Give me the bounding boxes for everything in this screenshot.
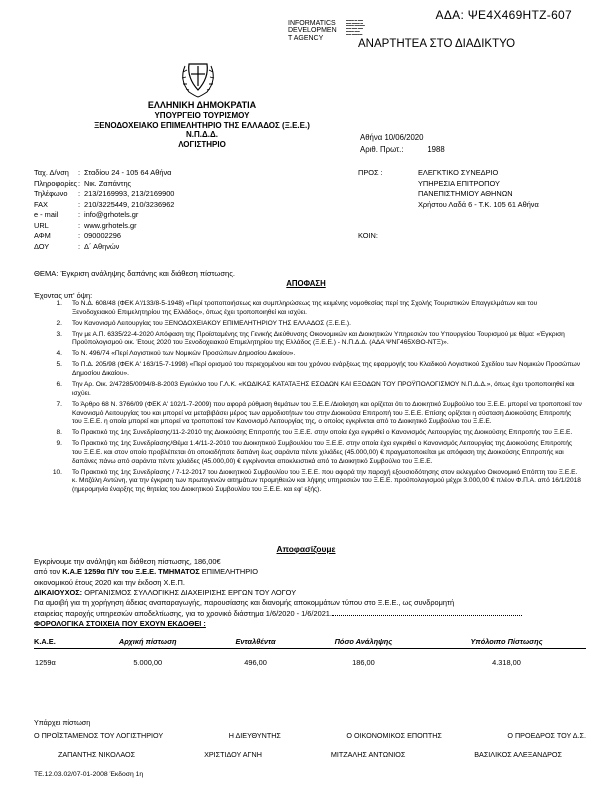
decision-title: ΑΠΟΦΑΣΗ [286,279,326,288]
col-header: Κ.Α.Ε. [34,637,84,649]
ada-code: ΑΔΑ: ΨΕ4Χ469ΗΤΖ-607 [435,8,572,22]
resolution-title: Αποφασίζουμε [276,544,336,554]
beneficiary-line [34,588,586,598]
contact-value: info@grhotels.gr [84,210,139,220]
budget-code-line [34,567,586,577]
cc-label: ΚΟΙΝ: [358,231,378,241]
date-block [360,132,445,155]
period-line [34,609,586,619]
list-item [34,361,582,378]
contact-value: 090002296 [84,231,121,241]
contact-label: Ταχ. Δ/νση [34,168,69,177]
recipient-row [358,200,539,211]
item-text: Το Πρακτικό της 1ης Συνεδρίασης/Θέμα 1.4/11-2-2010 του Διοικητικού Συμβουλίου του Ξ.Ε.Ε. στην οποία έχει εγκριθεί ο Κανονισμός Λειτουργίας της Διοικούσης Επιτροπής του Ξ.Ε.Ε. και στον οποίο προβλέπεται ότι οποιαδήποτε δαπάνη έως σαράντα πέντε χιλιάδες (45.000,00) € πραγματοποιείται με απόφαση της Διοικούσης Επιτροπής και δαπάνες πάνω από σαράντα πέντε χιλιάδες (45.000,00) € εγκρίνονται αποκλειστικά από το Διοικητικό Συμβούλιο του Ξ.Ε.Ε. [72,440,573,465]
signatory-roles [34,731,586,740]
list-item [34,401,582,427]
budget-table [34,637,586,668]
contact-value: Νικ. Ζαπάντης [84,178,132,188]
republic-title: ΕΛΛΗΝΙΚΗ ΔΗΜΟΚΡΑΤΙΑ [147,100,257,110]
contact-label: e - mail [34,210,59,220]
col-header: Υπόλοιπο Πίστωσης [427,637,586,649]
budget-suffix: ΕΠΙΜΕΛΗΤΗΡΙΟ [199,567,258,577]
table-cell: 1259α [35,658,56,667]
contact-row: ΔΟΥ : Δ΄ Αθηνών [34,241,120,251]
contact-row: URL : www.grhotels.gr [34,220,137,230]
item-text: Την Αρ. Οικ. 2/47285/0094/8-8-2003 Εγκύκλιο του Γ.Λ.Κ. «ΚΩΔΙΚΑΣ ΚΑΤΑΤΑΞΗΣ ΕΣΟΔΩΝ ΚΑΙ ΕΞΟΔΩΝ ΤΟΥ ΠΡΟΫΠΟΛΟΓΙΣΜΟΥ Ν.Π.Δ.Δ.», όπως έχει τροποποιηθεί και ισχύει. [72,381,575,397]
item-number: 7. [56,400,62,408]
item-text: Το Ν. 496/74 «Περί Λογιστικού των Νομικών Προσώπων Δημοσίου Δικαίου». [72,350,296,358]
considerations-list [34,300,582,497]
to-label: ΠΡΟΣ : [358,168,383,177]
list-item [34,300,582,317]
contact-row: ΑΦΜ : 090002296 [34,231,121,241]
item-number: 9. [56,440,62,448]
contact-value: 213/2169993, 213/2169900 [84,189,175,199]
contact-row: FAX : 210/3225449, 210/3236962 [34,199,175,209]
chamber-title: ΞΕΝΟΔΟΧΕΙΑΚΟ ΕΠΙΜΕΛΗΤΗΡΙΟ ΤΗΣ ΕΛΛΑΔΟΣ (Ξ.Ε.Ε.) [94,120,310,130]
list-item [34,331,582,348]
item-number: 8. [56,429,62,437]
item-number: 5. [56,361,62,369]
posted-online-label: ΑΝΑΡΤΗΤΕΑ ΣΤΟ ΔΙΑΔΙΚΤΥΟ [358,38,516,50]
signatory-role: Ο ΠΡΟΪΣΤΑΜΕΝΟΣ ΤΟΥ ΛΟΓΙΣΤΗΡΙΟΥ [34,731,164,740]
cc-row [358,231,539,242]
approval-line: Εγκρίνουμε την ανάληψη και διάθεση πίστωσης, 186,00€ [34,557,221,566]
item-text: Τον Κανονισμό Λειτουργίας του ΞΕΝΟΔΟΧΕΙΑΚΟΥ ΕΠΙΜΕΛΗΤΗΡΙΟΥ ΤΗΣ ΕΛΛΑΔΟΣ (Ξ.Ε.Ε.). [72,319,351,327]
contact-label: ΑΦΜ [34,231,51,241]
purpose-line: Για αμοιβή για τη χορήγηση άδειας αναπαραγωγής, παρουσίασης και διανομής αποκομμάτων τύπου στο Ξ.Ε.Ε., ως συνδρομητή [34,598,455,608]
table-cell: 4.318,00 [492,658,521,667]
greek-emblem-icon [177,56,219,100]
col-header: Αρχική πίστωση [84,637,211,649]
item-number: 1. [56,300,62,307]
contact-value: 210/3225449, 210/3236962 [84,199,175,209]
signatory-name: ΒΑΣΙΛΙΚΟΣ ΑΛΕΞΑΝΔΡΟΣ [474,750,562,759]
recipient-block [358,168,539,242]
logo-line: INFORMATICS [288,20,336,27]
item-number: 4. [56,350,62,358]
document-code: ΤΕ.12.03.02/07-01-2008 Έκδοση 1η [34,771,144,778]
tax-docs-heading: ΦΟΡΟΛΟΓΙΚΑ ΣΤΟΙΧΕΙΑ ΠΟΥ ΕΧΟΥΝ ΕΚΔΟΘΕΙ : [34,619,206,629]
place-date: Αθήνα 10/06/2020 [360,133,424,142]
recipient-line: ΕΛΕΓΚΤΙΚΟ ΣΥΝΕΔΡΙΟ [418,168,499,177]
contact-value: Δ΄ Αθηνών [84,241,120,251]
contact-row: Τηλέφωνο : 213/2169993, 213/2169900 [34,189,175,199]
list-item [34,381,582,398]
list-item [34,469,582,495]
list-item [34,440,582,466]
table-header-row [34,637,586,649]
recipient-line: ΠΑΝΕΠΙΣΤΗΜΙΟΥ ΑΘΗΝΩΝ [418,189,513,199]
credit-available-note: Υπάρχει πίστωση [34,718,91,727]
protocol-number [360,144,445,156]
item-number: 3. [56,330,62,338]
table-cell: 5.000,00 [133,658,163,667]
item-text: Το Ν.Δ. 608/48 (ΦΕΚ Α'/133/8-5-1948) «Περί τροποποιήσεως και συμπληρώσεως της κειμένης νομοθεσίας περί της Σχολής Τουριστικών Επαγγελμάτων και του Ξενοδοχειακού Επιμελητηρίου της Ελλάδος», όπως έχει τροποποιηθεί και ισχύει. [72,300,538,316]
contact-details [34,168,174,252]
legal-form: Ν.Π.Δ.Δ. [186,130,218,140]
department-title: ΛΟΓΙΣΤΗΡΙΟ [178,140,226,150]
item-text: Το Π.Δ. 205/98 (ΦΕΚ Α' 163/15-7-1998) «Περί ορισμού του περιεχομένου και του χρόνου ενάρξεως της εφαρμογής του Κλαδικού Λογιστικού Σχεδίου των Νομικών Προσώπων Δημοσίου Δικαίου». [72,361,581,378]
table-cell: 186,00 [352,658,375,667]
considerations-intro: Έχοντας υπ' όψη: [34,291,93,300]
item-number: 10. [52,468,62,476]
budget-prefix: από τον [34,567,63,577]
budget-code: Κ.Α.Ε 1259α Π/Υ του Ξ.Ε.Ε. ΤΜΗΜΑΤΟΣ [62,567,200,577]
item-number: 6. [56,381,62,389]
item-text: Την με Α.Π. 6335/22-4-2020 Απόφαση της Προϊσταμένης της Γενικής Διεύθυνσης Οικονομικών και Διοικητικών Υπηρεσιών του Υπουργείου Τουρισμού με θέμα: «Έγκριση Προϋπολογισμού οικ. Έτους 2020 του Ξενοδοχειακού Επιμελητηρίου της Ελλάδος (Ξ.Ε.Ε.) - Ν.Π.Δ.Δ. (ΑΔΑ ΨΝΓ465ΧΘΟ-ΝΤΞ)». [72,330,565,347]
signatory-names [34,750,586,759]
logo-fine-print: ▬▬▬ ▬ ▬▬ ▬▬ ▬▬▬ ▬ ▬▬▬ ▬▬▬▬ ▬▬ ▬▬ ▬▬ ▬▬▬ ▬▬ ▬▬ ▬▬▬▬ [346,19,365,36]
contact-value: Σταδίου 24 - 105 64 Αθήνα [84,168,172,177]
table-row [34,649,586,669]
recipient-line: ΥΠΗΡΕΣΙΑ ΕΠΙΤΡΟΠΟΥ [418,178,500,188]
logo-line: T AGENCY [288,34,324,42]
contact-row: Ταχ. Δ/νση : Σταδίου 24 - 105 64 Αθήνα [34,168,172,177]
recipient-row [358,168,539,179]
col-header: Πόσο Ανάληψης [300,637,427,649]
protocol-label: Αριθ. Πρωτ.: [360,144,404,154]
contact-label: URL [34,220,49,230]
contact-value: www.grhotels.gr [84,220,137,230]
recipient-line: Χρήστου Λαδά 6 - Τ.Κ. 105 61 Αθήνα [418,199,539,209]
signatory-role: Ο ΟΙΚΟΝΟΜΙΚΟΣ ΕΠΟΠΤΗΣ [346,731,442,740]
signatory-role: Η ΔΙΕΥΘΥΝΤΗΣ [228,731,281,740]
protocol-value: 1988 [427,144,445,154]
item-text: Το Άρθρο 68 Ν. 3766/09 (ΦΕΚ Α' 102/1-7-2009) που αφορά ρύθμιση θεμάτων του Ξ.Ε.Ε./Διοίκηση και ορίζεται ότι το Διοικητικό Συμβούλιο του Ξ.Ε.Ε. μπορεί να τροποποιεί τον Κανονισμό Λειτουργίας του και μπορεί να μεταβιβάσει μέρος των αρμοδιοτήτων του στην Διοικούσα Επιτροπή του Ξ.Ε.Ε. Επίσης ορίζεται η σύσταση Διοικούσης Επιτροπής του Ξ.Ε.Ε. η οποία μπορεί και μπορεί να τροποποιεί τον Κανονισμό Λειτουργίας της, ο οποίος εγκρίνεται από το Διοικητικό Συμβούλιο του Ξ.Ε.Ε. [72,400,582,426]
contact-label: Πληροφορίες [34,178,78,188]
signatory-name: ΜΙΤΖΑΛΗΣ ΑΝΤΩΝΙΟΣ [330,750,406,759]
contact-label: ΔΟΥ [34,241,50,251]
table-cell: 496,00 [244,658,267,667]
period-text: εταιρείας παροχής υπηρεσιών αποδελτίωσης, για το χρονικό διάστημα 1/6/2020 - 1/6/2021. [34,608,332,618]
issuer-header [87,100,317,150]
contact-label: FAX [34,199,48,209]
item-text: Το Πρακτικό της 1ης Συνεδρίασης / 7-12-2017 του Διοικητικού Συμβουλίου του Ξ.Ε.Ε. που αφορά την παροχή εξουσιοδότησης στον εκλεγμένο Οικονομικό Επόπτη του Ξ.Ε.Ε. κ. Μιτζάλη Αντώνη, για την έγκριση των πρωτογενών αιτημάτων προμηθειών και λήψης υπηρεσιών του Ξ.Ε.Ε. προϋπολογισμού μέχρι 3.000,00 € πλέον Φ.Π.Α. από 16/1/2018 (ημερομηνία έναρξης της θητείας του Διοικητικού Συμβουλίου του Ξ.Ε.Ε. και εφ' εξής). [72,468,581,494]
signatory-role: Ο ΠΡΟΕΔΡΟΣ ΤΟΥ Δ.Σ. [507,731,586,740]
ministry-title: ΥΠΟΥΡΓΕΙΟ ΤΟΥΡΙΣΜΟΥ [154,110,250,120]
resolution-body [34,557,586,630]
item-text: Το Πρακτικό της 1ης Συνεδρίασης/11-2-2010 της Διοικούσης Επιτροπής του Ξ.Ε.Ε. στην οποία έχει εγκριθεί ο Κανονισμός Λειτουργίας της Διοικούσης Επιτροπής του Ξ.Ε.Ε. [72,429,573,437]
signatory-name: ΧΡΙΣΤΙΔΟΥ ΑΓΝΗ [204,750,262,759]
list-item [34,350,582,359]
beneficiary-name: ΟΡΓΑΝΙΣΜΟΣ ΣΥΛΛΟΓΙΚΗΣ ΔΙΑΧΕΙΡΙΣΗΣ ΕΡΓΩΝ ΤΟΥ ΛΟΓΟΥ [82,588,297,598]
beneficiary-label: ΔΙΚΑΙΟΥΧΟΣ: [34,588,83,598]
signatory-name: ΖΑΠΑΝΤΗΣ ΝΙΚΟΛΑΟΣ [58,750,136,759]
fiscal-year-line: οικονομικού έτους 2020 και την έκδοση Χ.Ε.Π. [34,577,185,587]
recipient-row [358,189,539,200]
recipient-row [358,179,539,190]
col-header: Ενταλθέντα [211,637,300,649]
list-item [34,320,582,329]
contact-label: Τηλέφωνο [34,189,68,199]
subject-line: ΘΕΜΑ: Έγκριση ανάληψης δαπάνης και διάθεση πίστωσης. [34,269,236,278]
logo-line: DEVELOPMEN [288,27,337,35]
contact-row: e - mail : info@grhotels.gr [34,210,139,220]
dotted-fill [332,609,522,616]
item-number: 2. [56,319,62,327]
contact-row: Πληροφορίες: Νικ. Ζαπάντης [34,178,132,188]
list-item [34,429,582,438]
